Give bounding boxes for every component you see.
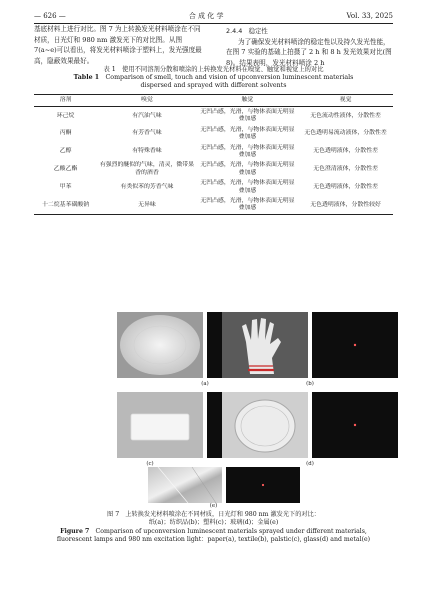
table-row <box>34 179 393 197</box>
label-e: (e) <box>209 503 218 509</box>
section-heading: 2.4.4 稳定性 <box>226 27 268 35</box>
right-paragraph: 为了确保发光材料喷涂的稳定性以及持久发光性能，在图 7 实验的基础上拍摄了 2 h 和 8 h 发光效果对比(图 8)。结果表明，发光材料喷涂 2 h <box>226 37 392 67</box>
cell-solvent: 甲苯 <box>59 183 72 190</box>
table-header-row <box>34 95 393 107</box>
panel-c-daylight-photo <box>117 392 203 458</box>
figure-caption <box>34 503 393 545</box>
label-c: (c) <box>146 461 154 467</box>
header-solvent: 溶剂 <box>59 97 72 103</box>
cell-solvent: 乙酸乙酯 <box>53 166 78 173</box>
figure-caption-en <box>34 528 393 536</box>
header-vision: 视觉 <box>339 97 352 103</box>
figure-caption-en-2: fluorescent lamps and 980 nm excitation light：paper(a), textile(b), palstic(c), glass(d) and metal(e) <box>56 536 371 544</box>
table-row <box>34 125 393 143</box>
label-a: (a) <box>201 381 209 387</box>
cell-vision: 无色透明液体，分散性差 <box>313 148 378 155</box>
panel-b-daylight-photo <box>222 312 308 378</box>
table-row <box>34 161 393 179</box>
cell-vision: 无色流动性液体，分散性差 <box>310 112 381 119</box>
cell-touch: 无凹凸感，光滑，与物体表面无明显叠加感 <box>200 180 295 194</box>
panel-e-excitation-photo <box>226 467 300 503</box>
cell-vision: 无色澄清液体，分散性差 <box>313 166 378 173</box>
table-caption-en <box>34 74 393 82</box>
cell-touch: 无凹凸感，光滑，与物体表面无明显叠加感 <box>200 144 295 158</box>
table-caption-zh: 表 1 使用不同溶剂分散和喷涂的上转换发光材料在嗅觉、触觉和视觉上的对比 <box>103 66 324 73</box>
header-smell: 嗅觉 <box>141 97 153 103</box>
header-touch: 触觉 <box>241 97 254 103</box>
cell-touch: 无凹凸感，光滑，与物体表面无明显叠加感 <box>200 126 295 141</box>
figure-caption-en-1: Comparison of upconversion luminescent materials sprayed under different materials, <box>95 527 367 535</box>
table-caption-en-2: dispersed and sprayed with different solvents <box>140 82 287 90</box>
cell-vision: 无色透明液体，分散性较好 <box>310 201 381 208</box>
left-paragraph: 基底材料上进行对比。图 7 为上转换发光材料喷涂在不同材质，日光灯和 980 nm 激发光下的对比图。从图 7(a~e)可以看出，将发光材料喷涂于塑料上，发光强度最高，隐蔽效果最好。 <box>34 25 202 65</box>
table-row <box>34 143 393 161</box>
table-row <box>34 196 393 214</box>
label-d: (d) <box>306 461 314 467</box>
figure-label-en: Figure 7 <box>60 527 90 535</box>
panel-d-daylight-photo <box>222 392 308 458</box>
figure-caption-zh-1: 图 7 上转换发光材料喷涂在不同材质，日光灯和 980 nm 激发光下的对比： <box>107 511 320 518</box>
cell-smell: 有芳香气味 <box>132 130 162 137</box>
right-column <box>226 24 394 68</box>
cell-solvent: 乙醇 <box>59 148 72 155</box>
cell-solvent: 十二烷基苯磺酸钠 <box>42 201 90 208</box>
cell-touch: 无凹凸感，光滑，与物体表面无明显叠加感 <box>200 108 295 123</box>
figure-caption-zh-2: 纸(a)；纺织品(b)；塑料(c)；玻璃(d)；金属(e) <box>148 519 279 527</box>
cell-touch: 无凹凸感，光滑，与物体表面无明显叠加感 <box>200 162 295 176</box>
cell-smell: 有类似苯的芳香气味 <box>120 183 174 190</box>
table-caption-en-1: Comparison of smell, touch and vision of upconversion luminescent materials <box>105 74 354 82</box>
panel-e-daylight-photo <box>148 467 222 503</box>
panel-b-excitation-photo <box>312 312 398 378</box>
label-b: (b) <box>306 381 314 387</box>
table-caption <box>34 66 393 91</box>
left-column <box>34 24 204 66</box>
comparison-table <box>34 94 393 215</box>
journal-name: 合 成 化 学 <box>188 12 224 20</box>
table-label-en: Table 1 <box>73 74 100 82</box>
cell-smell: 无异味 <box>138 201 156 208</box>
panel-a-daylight-photo <box>117 312 203 378</box>
cell-solvent: 环己烷 <box>56 112 75 119</box>
table-row <box>34 107 393 125</box>
cell-smell: 有汽油气味 <box>132 112 162 119</box>
cell-touch: 无凹凸感，光滑，与物体表面无明显叠加感 <box>200 197 295 212</box>
cell-vision: 无色透明液体，分散性差 <box>313 183 378 190</box>
page-number: — 626 — <box>34 12 66 20</box>
cell-smell: 有特殊香味 <box>132 148 162 155</box>
running-header <box>34 10 393 22</box>
cell-solvent: 丙酮 <box>59 130 72 137</box>
cell-vision: 无色透明易流动液体，分散性差 <box>304 130 387 137</box>
panel-d-excitation-photo <box>312 392 398 458</box>
cell-smell: 有强烈的醚似的气味，清灵，微带果香的酒香 <box>99 162 195 176</box>
volume-info: Vol. 33, 2025 <box>346 12 393 20</box>
